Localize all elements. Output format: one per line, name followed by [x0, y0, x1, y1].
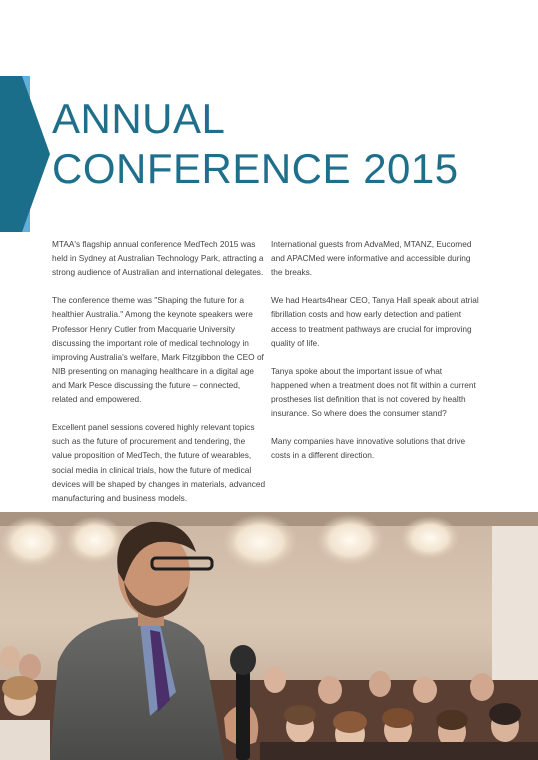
accent-chevron: [0, 76, 50, 232]
paragraph: MTAA's flagship annual conference MedTech 2015 was held in Sydney at Australian Technology Park, attracting a strong audience of Australian and international delegates.: [52, 239, 264, 278]
paragraph: International guests from AdvaMed, MTANZ, Eucomed and APACMed were informative and accessible during the breaks.: [271, 239, 472, 278]
conference-photo-illustration: [0, 512, 538, 760]
ceiling-light: [65, 516, 125, 564]
left-column: [52, 237, 266, 519]
title-line-2: CONFERENCE 2015: [52, 145, 459, 192]
audience-hair: [436, 710, 468, 730]
chevron-accent: [0, 76, 50, 232]
paragraph: We had Hearts4hear CEO, Tanya Hall speak about atrial fibrillation costs and how early detection and patient access to treatment pathways are crucial for improving quality of life.: [271, 295, 479, 348]
ceiling-light: [316, 514, 384, 566]
audience-head: [318, 676, 342, 704]
audience-head: [0, 646, 20, 670]
ceiling-light: [0, 516, 64, 568]
audience-head: [470, 673, 494, 701]
audience-bodies: [0, 720, 50, 760]
audience-head: [413, 677, 437, 703]
paragraph: The conference theme was "Shaping the future for a healthier Australia." Among the keynote speakers were Professor Henry Cutler from Macquarie University discussing the important role of medical technology in improving Australia's welfare, Mark Fitzgibbon the CEO of NIB presenting on managing healthcare in a digital age and Mark Pesce discussing the future – connected, related and empowered.: [52, 295, 264, 405]
paragraph: Many companies have innovative solutions that drive costs in a different direction.: [271, 436, 466, 461]
right-column: [271, 237, 481, 477]
audience-bodies: [260, 742, 538, 760]
microphone-head: [230, 645, 256, 675]
paragraph: Tanya spoke about the important issue of what happened when a treatment does not fit within a current prostheses list definition that is not covered by health insurance. So where does the consumer stand?: [271, 365, 476, 419]
audience-hair: [489, 703, 521, 725]
audience-hair: [284, 705, 316, 725]
audience-head: [264, 667, 286, 693]
audience-hair: [382, 708, 414, 728]
ceiling-light: [400, 516, 460, 560]
ceiling-light: [222, 514, 298, 570]
page-title: [52, 94, 459, 194]
title-line-1: ANNUAL: [52, 95, 226, 142]
audience-hair: [333, 711, 367, 733]
conference-photo: [0, 512, 538, 760]
audience-hair: [2, 676, 38, 700]
audience-head: [369, 671, 391, 697]
paragraph: Excellent panel sessions covered highly relevant topics such as the future of procurement and tendering, the value proposition of MedTech, the future of wearables, social media in clinical trials, how the future of medical devices will be shaped by changes in materials, advanced manufacturing and business models.: [52, 422, 266, 503]
microphone-handle: [236, 670, 250, 760]
